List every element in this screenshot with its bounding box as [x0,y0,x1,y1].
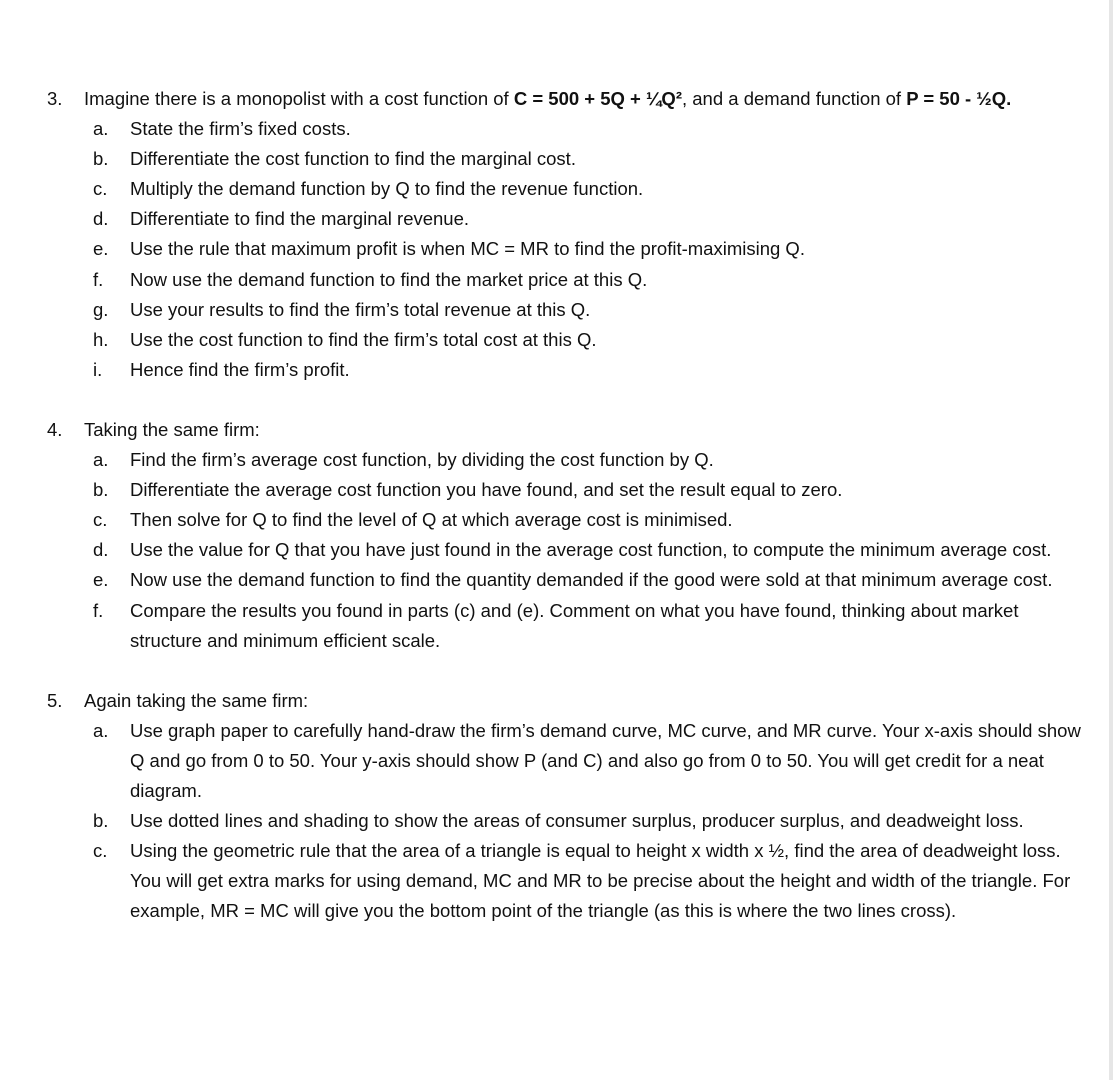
list-item [47,836,1087,926]
cost-function: C = 500 + 5Q + ¼Q² [513,88,682,109]
list-item [47,204,1087,234]
part-text: Hence find the firm’s profit. [130,358,350,380]
part-text: Find the firm’s average cost function, by dividing the cost function by Q. [130,449,714,471]
part-text: Differentiate the cost function to find the marginal cost. [130,148,576,170]
list-item [47,265,1087,295]
part-text: Use graph paper to carefully hand-draw the firm’s demand curve, MC curve, and MR curve. Your x-axis should show Q and go from 0 to 50. Your y-axis should show P (and C) and also go from 0 to 50. You will get credit for a neat diagram. [130,719,1081,801]
part-label: h. [93,328,109,350]
list-item [47,716,1087,806]
list-item [47,325,1087,355]
list-item [47,565,1087,595]
part-label: c. [93,178,108,200]
part-label: i. [93,358,103,380]
list-item [47,596,1087,656]
part-label: e. [93,238,109,260]
part-text: Differentiate the average cost function you have found, and set the result equal to zero. [130,479,843,501]
part-text: Use your results to find the firm’s total revenue at this Q. [130,298,591,320]
list-item [47,295,1087,325]
part-label: f. [93,268,104,290]
part-text: Differentiate to find the marginal revenue. [130,208,470,230]
part-label: c. [93,509,108,531]
question-intro: Taking the same firm: [84,418,260,440]
part-text: Now use the demand function to find the quantity demanded if the good were sold at that minimum average cost. [130,569,1053,591]
part-text: Use dotted lines and shading to show the areas of consumer surplus, producer surplus, and deadweight loss. [130,810,1024,832]
part-text: Use the value for Q that you have just found in the average cost function, to compute the minimum average cost. [130,539,1052,561]
question-number: 4. [47,418,63,440]
question-5-parts [47,716,1087,927]
part-label: a. [93,449,109,471]
part-label: d. [93,539,109,561]
intro-text: Imagine there is a monopolist with a cost function of [84,88,514,109]
list-item [47,535,1087,565]
list-item [47,475,1087,505]
question-number: 5. [47,689,63,711]
part-text: Use the cost function to find the firm’s total cost at this Q. [130,328,597,350]
part-text: Use the rule that maximum profit is when MC = MR to find the profit-maximising Q. [130,238,805,260]
part-label: a. [93,118,109,140]
part-text: State the firm’s fixed costs. [130,118,351,140]
section-spacer [47,656,1087,686]
section-spacer [47,385,1087,415]
question-number: 3. [47,88,63,109]
question-3 [47,84,1087,385]
part-label: d. [93,208,109,230]
page-edge-shadow [1109,0,1113,1080]
list-item [47,505,1087,535]
list-item [47,114,1087,144]
question-intro: Again taking the same firm: [84,689,309,711]
part-text: Then solve for Q to find the level of Q at which average cost is minimised. [130,509,733,531]
question-5 [47,686,1087,927]
part-label: g. [93,298,109,320]
part-label: a. [93,719,109,741]
part-label: b. [93,810,109,832]
list-item [47,445,1087,475]
list-item [47,806,1087,836]
part-label: e. [93,569,109,591]
part-label: c. [93,840,108,862]
demand-function: P = 50 - ½Q. [906,88,1012,109]
question-4 [47,415,1087,656]
question-4-parts [47,445,1087,656]
document-page [47,84,1087,926]
part-text: Using the geometric rule that the area of a triangle is equal to height x width x ½, find the area of deadweight loss. You will get extra marks for using demand, MC and MR to be precise about the height and width of the triangle. For example, MR = MC will give you the bottom point of the triangle (as this is where the two lines cross). [130,840,1071,922]
intro-text-mid: , and a demand function of [681,88,907,109]
list-item [47,144,1087,174]
question-intro [84,84,1087,114]
part-label: f. [93,599,104,621]
part-text: Now use the demand function to find the market price at this Q. [130,268,648,290]
question-3-parts [47,114,1087,385]
list-item [47,174,1087,204]
part-label: b. [93,479,109,501]
part-text: Multiply the demand function by Q to find the revenue function. [130,178,644,200]
list-item [47,355,1087,385]
part-text: Compare the results you found in parts (c) and (e). Comment on what you have found, thinking about market structure and minimum efficient scale. [130,599,1019,651]
list-item [47,234,1087,264]
part-label: b. [93,148,109,170]
